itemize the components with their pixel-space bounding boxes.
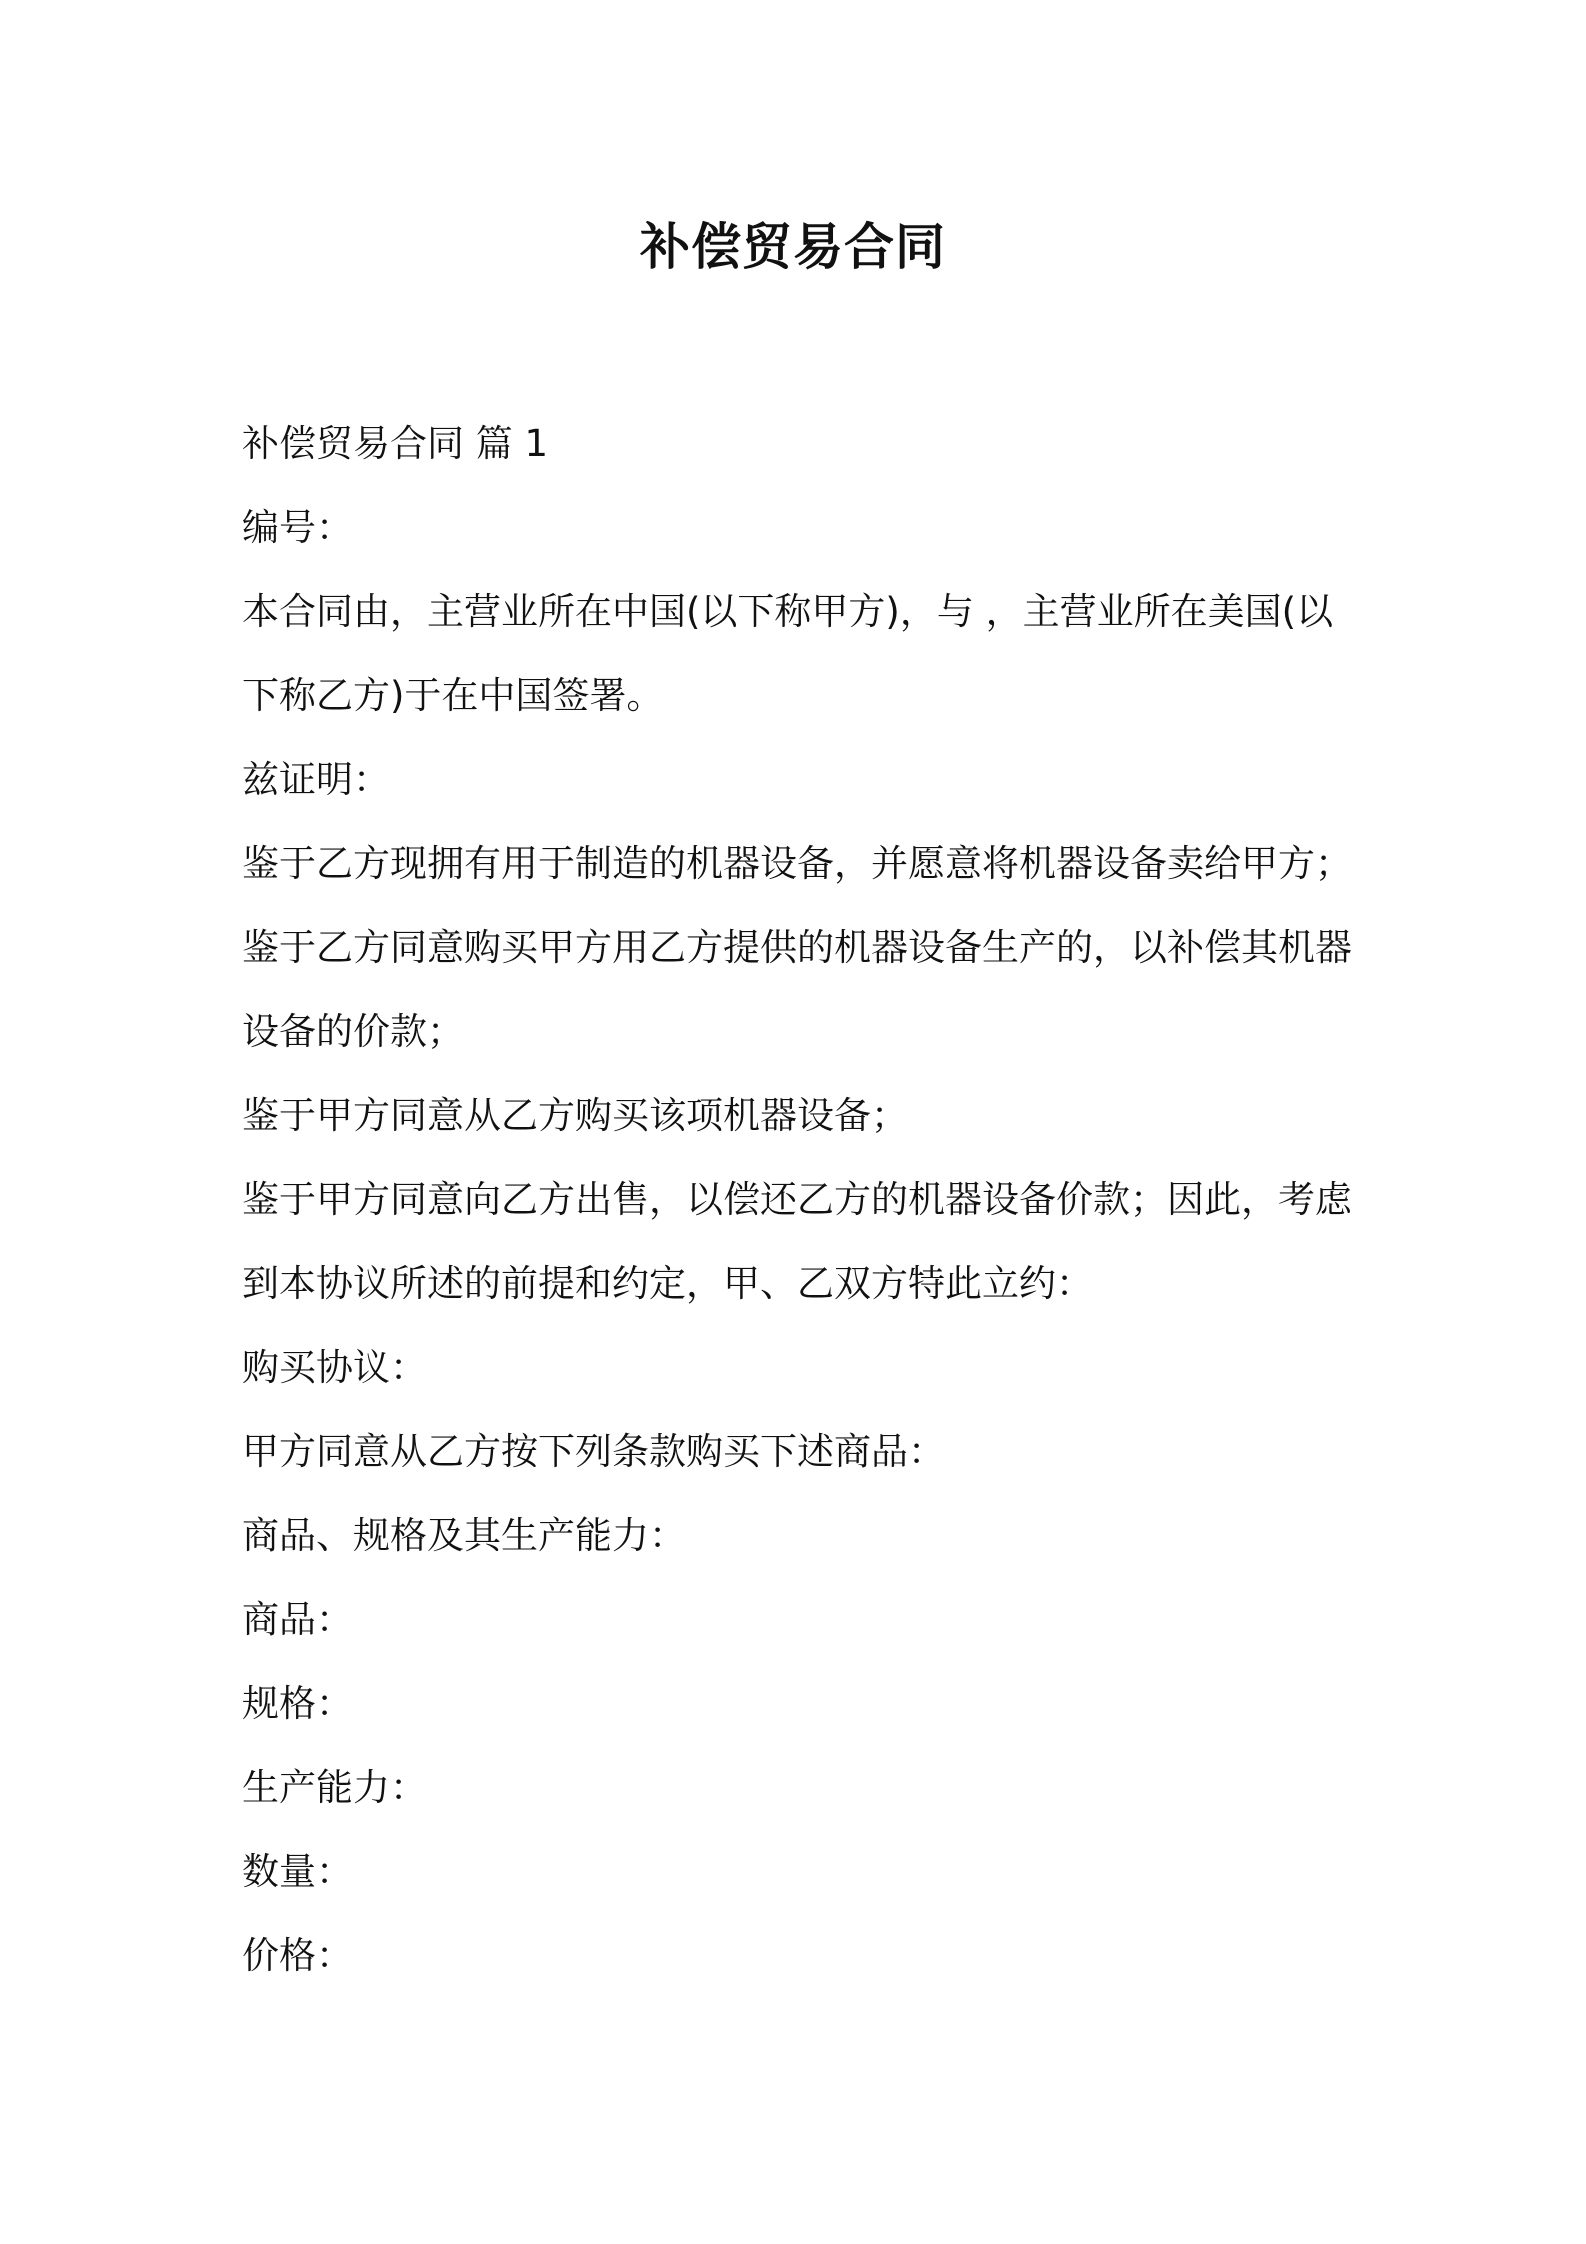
- field-label: 数量：: [242, 1850, 353, 1893]
- document-title: 补偿贸易合同: [640, 218, 946, 276]
- paragraph-line: 设备的价款；: [242, 1010, 464, 1053]
- field-label: 价格：: [242, 1934, 353, 1977]
- paragraph-line: 下称乙方)于在中国签署。: [242, 674, 664, 717]
- paragraph-line: 鉴于甲方同意向乙方出售，以偿还乙方的机器设备价款；因此，考虑: [242, 1178, 1352, 1221]
- field-label: 生产能力：: [242, 1766, 427, 1809]
- paragraph-line: 兹证明：: [242, 758, 390, 801]
- field-label: 规格：: [242, 1682, 353, 1725]
- field-label: 商品：: [242, 1598, 353, 1641]
- paragraph-line: 购买协议：: [242, 1346, 427, 1389]
- paragraph-line: 鉴于甲方同意从乙方购买该项机器设备；: [242, 1094, 908, 1137]
- section-heading: 补偿贸易合同 篇 1: [242, 422, 549, 465]
- document-body: [242, 402, 1362, 1998]
- paragraph-line: 甲方同意从乙方按下列条款购买下述商品：: [242, 1430, 945, 1473]
- paragraph-line: 鉴于乙方同意购买甲方用乙方提供的机器设备生产的，以补偿其机器: [242, 926, 1352, 969]
- paragraph-line: 到本协议所述的前提和约定，甲、乙双方特此立约：: [242, 1262, 1093, 1305]
- contract-number-label: 编号：: [242, 506, 353, 549]
- paragraph-line: 商品、规格及其生产能力：: [242, 1514, 686, 1557]
- paragraph-line: 鉴于乙方现拥有用于制造的机器设备，并愿意将机器设备卖给甲方；: [242, 842, 1352, 885]
- paragraph-line: 本合同由，主营业所在中国(以下称甲方)，与 ，主营业所在美国(以: [242, 590, 1334, 633]
